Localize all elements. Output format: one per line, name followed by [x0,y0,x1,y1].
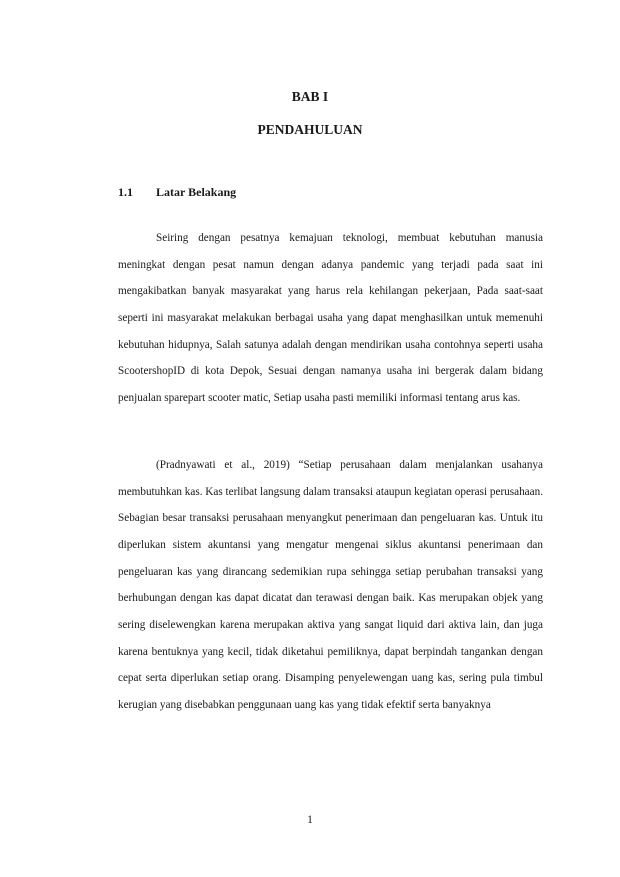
chapter-number: BAB I [291,89,329,104]
page-number: 1 [307,814,313,826]
section-number: 1.1 [118,185,133,199]
section-heading [118,185,236,200]
paragraph-1: Seiring dengan pesatnya kemajuan teknologi, membuat kebutuhan manusia meningkat dengan pesat namun dengan adanya pandemic yang terjadi pada saat ini mengakibatkan banyak masyarakat yang harus rela kehilangan pekerjaan, Pada saat-saat seperti ini masyarakat melakukan berbagai usaha yang dapat menghasilkan untuk memenuhi kebutuhan hidupnya, Salah satunya adalah dengan mendirikan usaha contohnya seperti usaha ScootershopID di kota Depok, Sesuai dengan namanya usaha ini bergerak dalam bidang penjualan sparepart scooter matic, Setiap usaha pasti memiliki informasi tentang arus kas. [118,232,543,404]
paragraph-2: (Pradnyawati et al., 2019) “Setiap perusahaan dalam menjalankan usahanya membutuhkan kas. Kas terlibat langsung dalam transaksi ataupun kegiatan operasi perusahaan. Sebagian besar transaksi perusahaan menyangkut penerimaan dan pengeluaran kas. Untuk itu diperlukan sistem akuntansi yang mengatur mengenai siklus akuntansi penerimaan dan pengeluaran kas yang dirancang sedemikian rupa sehingga setiap perubahan transaksi yang berhubungan dengan kas dapat dicatat dan terawasi dengan baik. Kas merupakan objek yang sering diselewengkan karena merupakan aktiva yang sangat liquid dari aktiva lain, dan juga karena bentuknya yang kecil, tidak diketahui pemiliknya, dapat berpindah tangankan dengan cepat serta diperlukan setiap orang. Disamping penyelewengan uang kas, sering pula timbul kerugian yang disebabkan penggunaan uang kas yang tidak efektif serta banyaknya [118,459,543,711]
section-title: Latar Belakang [156,185,237,199]
chapter-title: PENDAHULUAN [257,122,363,137]
